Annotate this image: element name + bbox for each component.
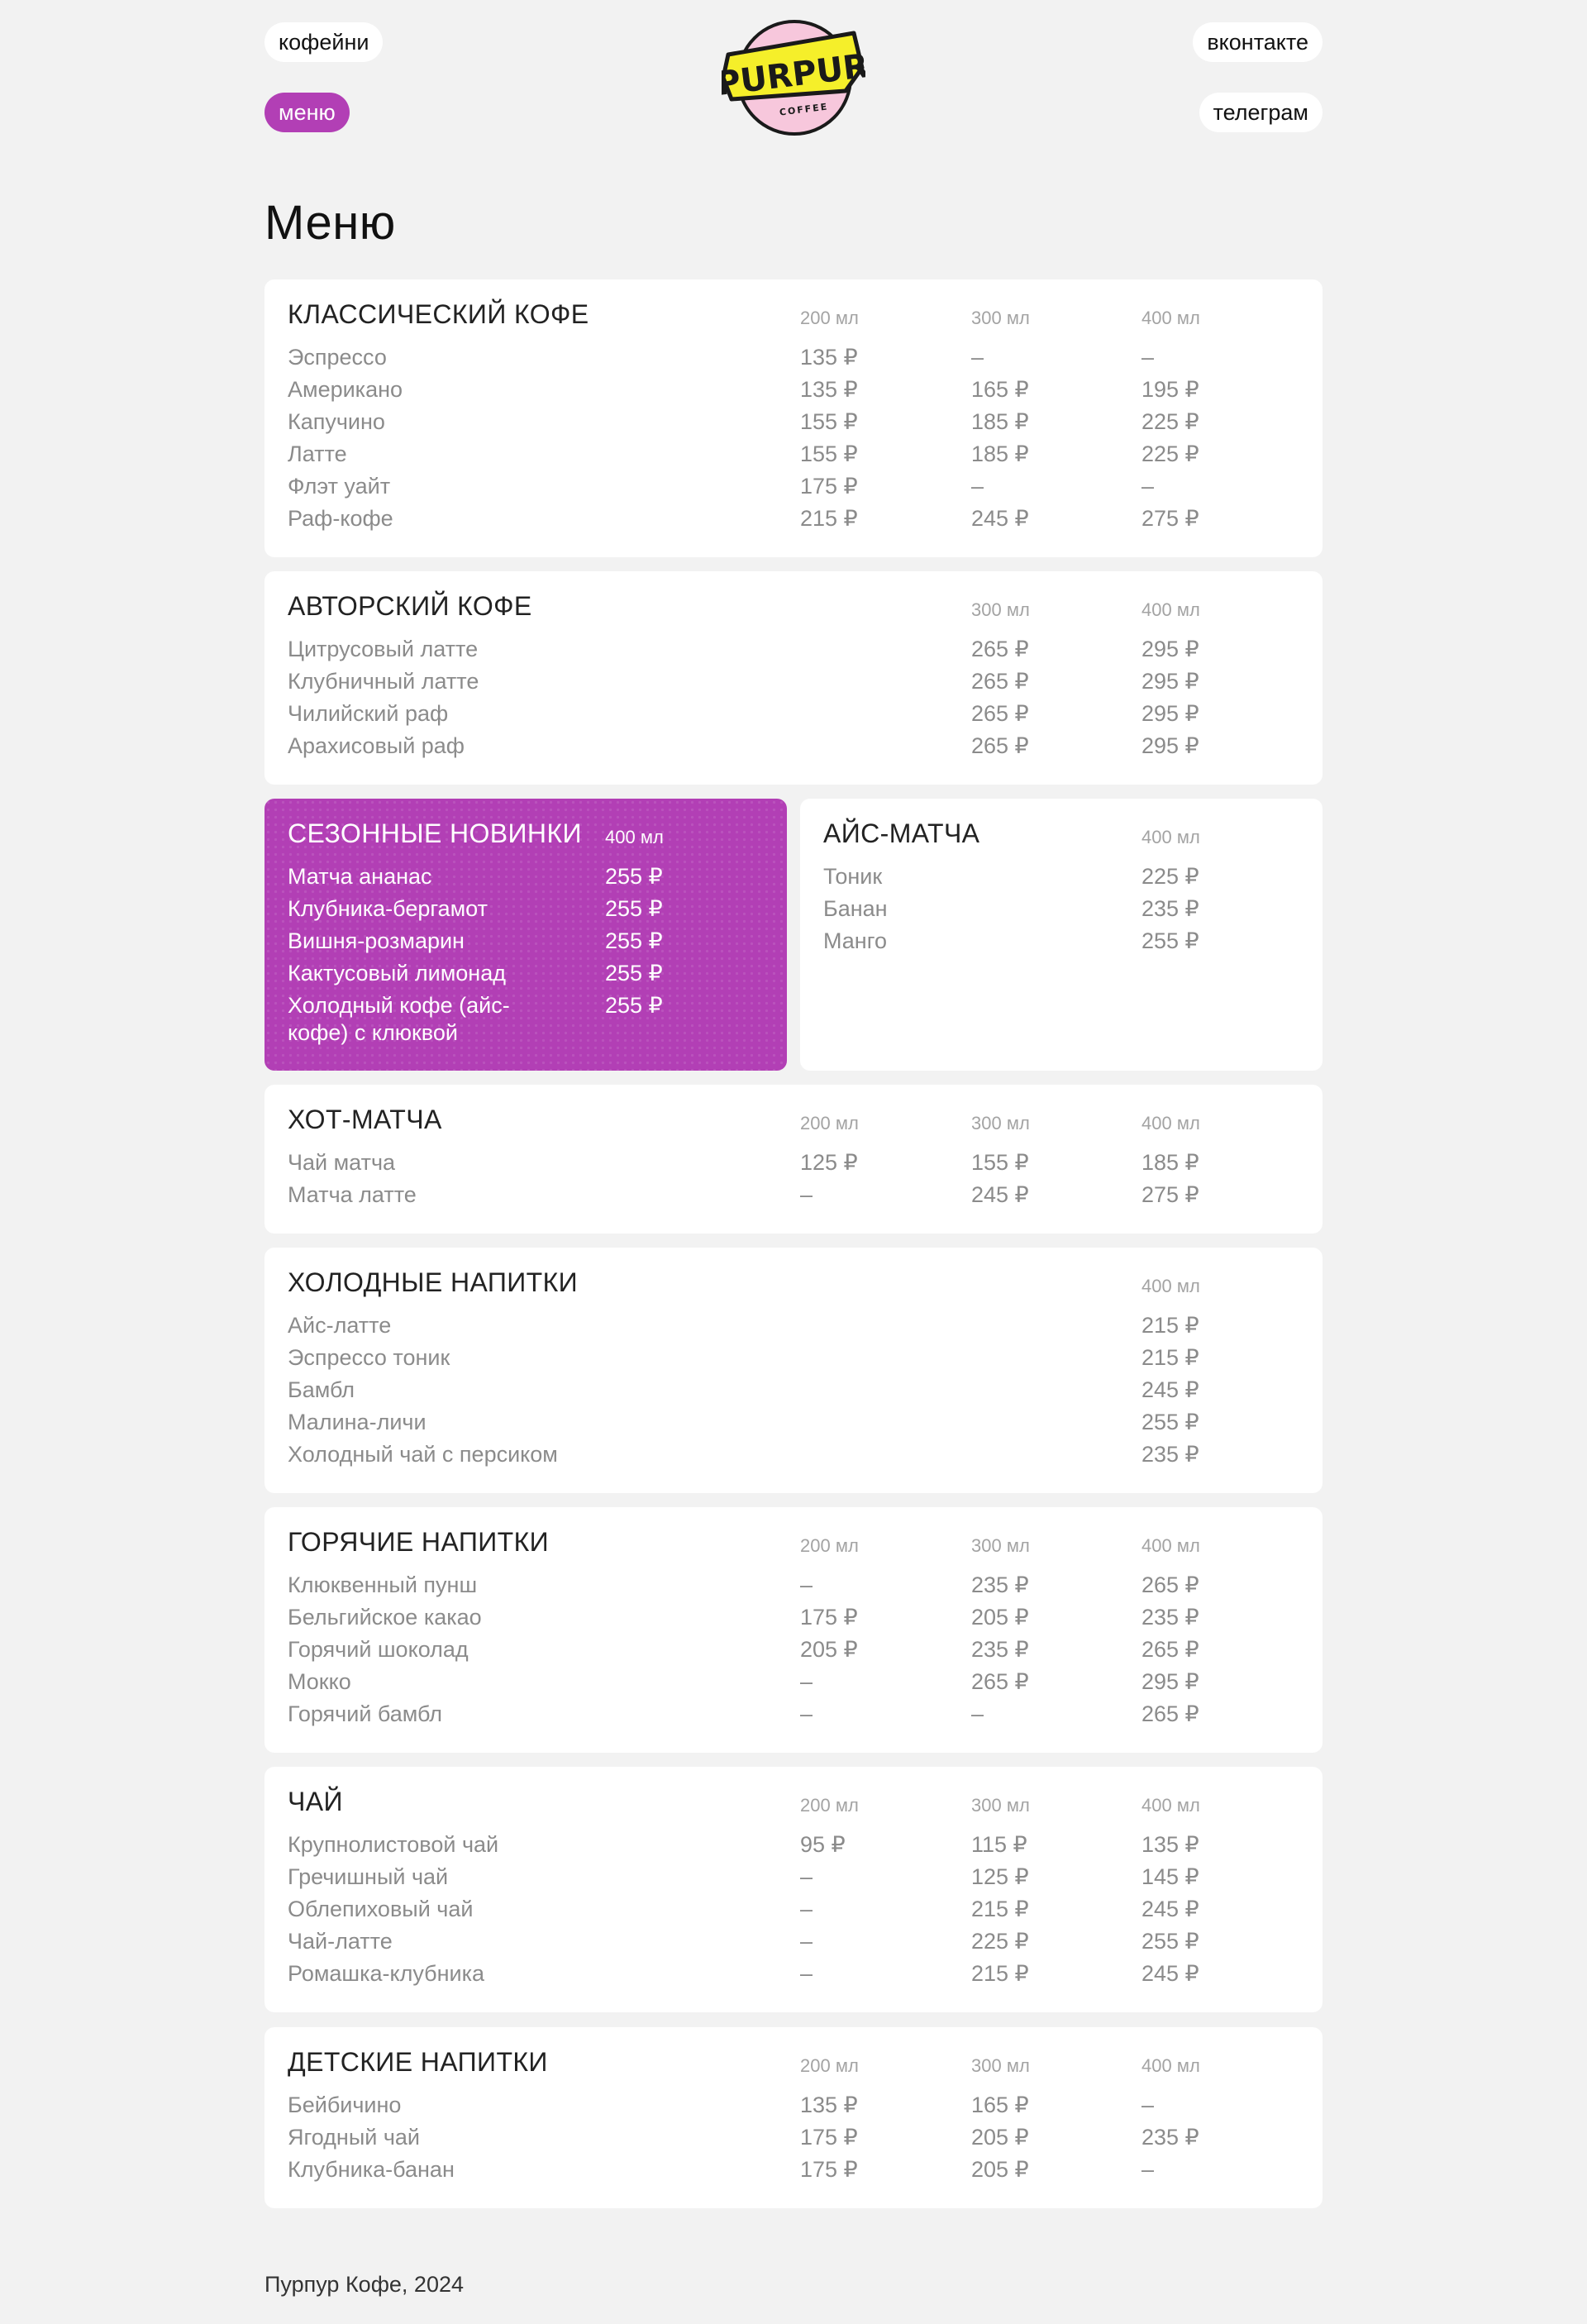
price-300: 125 ₽ — [971, 1864, 1029, 1889]
size-header-300: 300 мл — [971, 1113, 1030, 1133]
menu-item-row — [264, 733, 1322, 766]
price-400: 255 ₽ — [1141, 928, 1199, 953]
price-400: 215 ₽ — [1141, 1313, 1199, 1338]
item-name: Клубника-бергамот — [288, 896, 488, 921]
section-title: АЙС-МАТЧА — [823, 818, 980, 848]
price-200: 205 ₽ — [800, 1637, 858, 1662]
price-300: 115 ₽ — [971, 1832, 1027, 1857]
price-200: 135 ₽ — [800, 2093, 858, 2117]
item-name: Раф-кофе — [288, 506, 393, 531]
menu-item-row — [264, 1831, 1322, 1864]
price-400: 255 ₽ — [605, 993, 663, 1018]
item-name: Вишня-розмарин — [288, 928, 465, 953]
price-200: – — [800, 1701, 813, 1726]
price-400: 245 ₽ — [1141, 1897, 1199, 1921]
price-400: 135 ₽ — [1141, 1832, 1199, 1857]
price-300: 165 ₽ — [971, 377, 1029, 402]
menu-item-row — [264, 1863, 1322, 1897]
price-300: 265 ₽ — [971, 669, 1029, 694]
item-name: Матча ананас — [288, 864, 432, 889]
price-300: 205 ₽ — [971, 2157, 1029, 2182]
price-400: 295 ₽ — [1141, 637, 1199, 661]
menu-item-row — [264, 1312, 1322, 1345]
nav-vk-link[interactable]: вконтакте — [1193, 22, 1322, 62]
price-400: 255 ₽ — [605, 928, 663, 953]
item-name: Тоник — [823, 864, 883, 889]
menu-item-row — [264, 2124, 1322, 2157]
price-400: 185 ₽ — [1141, 1150, 1199, 1175]
price-400: 295 ₽ — [1141, 669, 1199, 694]
menu-item-row — [264, 928, 787, 961]
item-name: Флэт уайт — [288, 474, 391, 499]
price-300: 265 ₽ — [971, 733, 1029, 758]
menu-item-row — [264, 441, 1322, 474]
price-400: – — [1141, 2093, 1155, 2117]
nav-menu-link[interactable]: меню — [264, 93, 350, 132]
price-400: 225 ₽ — [1141, 409, 1199, 434]
price-400: – — [1141, 2157, 1155, 2182]
price-300: 205 ₽ — [971, 1605, 1029, 1630]
price-300: 265 ₽ — [971, 637, 1029, 661]
section-title: СЕЗОННЫЕ НОВИНКИ — [288, 818, 582, 848]
size-header-300: 300 мл — [971, 1535, 1030, 1556]
menu-item-row — [264, 1149, 1322, 1182]
price-300: 245 ₽ — [971, 506, 1029, 531]
item-name: Бейбичино — [288, 2093, 402, 2117]
size-header-400: 400 мл — [1141, 827, 1200, 847]
price-400: 255 ₽ — [1141, 1929, 1199, 1954]
price-400: 235 ₽ — [1141, 896, 1199, 921]
section-hot-matcha — [264, 1085, 1322, 1234]
price-400: 215 ₽ — [1141, 1345, 1199, 1370]
item-name: Мокко — [288, 1669, 351, 1694]
price-300: – — [971, 1701, 984, 1726]
size-header-400: 400 мл — [1141, 599, 1200, 620]
menu-item-row — [264, 1701, 1322, 1734]
menu-item-row — [264, 1636, 1322, 1669]
item-name: Капучино — [288, 409, 385, 434]
item-name: Айс-латте — [288, 1313, 392, 1338]
price-400: 245 ₽ — [1141, 1961, 1199, 1986]
price-400: – — [1141, 474, 1155, 499]
menu-item-row — [264, 1896, 1322, 1929]
item-name: Малина-личи — [288, 1410, 427, 1434]
menu-item-row — [264, 960, 787, 993]
price-400: 295 ₽ — [1141, 1669, 1199, 1694]
price-400: 265 ₽ — [1141, 1701, 1199, 1726]
price-300: 245 ₽ — [971, 1182, 1029, 1207]
size-header-400: 400 мл — [1141, 1535, 1200, 1556]
price-400: 265 ₽ — [1141, 1637, 1199, 1662]
menu-item-row — [264, 1668, 1322, 1701]
footer-copyright: Пурпур Кофе, 2024 — [264, 2272, 464, 2297]
menu-item-row — [264, 2092, 1322, 2125]
size-header-400: 400 мл — [1141, 1276, 1200, 1296]
menu-item-row — [264, 863, 787, 896]
price-400: 245 ₽ — [1141, 1377, 1199, 1402]
price-400: 295 ₽ — [1141, 733, 1199, 758]
logo-subtitle: COFFEE — [779, 101, 829, 118]
price-200: 175 ₽ — [800, 474, 858, 499]
size-header-200: 200 мл — [800, 1113, 859, 1133]
menu-item-row — [264, 1928, 1322, 1961]
item-name: Холодный чай с персиком — [288, 1442, 558, 1467]
size-header-300: 300 мл — [971, 599, 1030, 620]
item-name: Клубника-банан — [288, 2157, 455, 2182]
price-400: 255 ₽ — [1141, 1410, 1199, 1434]
size-header-400: 400 мл — [605, 827, 664, 847]
section-title: ДЕТСКИЕ НАПИТКИ — [288, 2047, 548, 2077]
item-name: Цитрусовый латте — [288, 637, 479, 661]
price-400: – — [1141, 345, 1155, 370]
menu-item-row — [264, 408, 1322, 441]
price-400: 295 ₽ — [1141, 701, 1199, 726]
item-name: Банан — [823, 896, 888, 921]
menu-item-row — [264, 1181, 1322, 1214]
price-400: 235 ₽ — [1141, 1442, 1199, 1467]
item-name: Эспрессо — [288, 345, 387, 370]
item-name: Американо — [288, 377, 403, 402]
price-400: 225 ₽ — [1141, 441, 1199, 466]
size-header-200: 200 мл — [800, 308, 859, 328]
price-300: 185 ₽ — [971, 441, 1029, 466]
price-300: 265 ₽ — [971, 1669, 1029, 1694]
item-name: Холодный кофе (айс- кофе) с клюквой — [288, 993, 510, 1045]
section-ice-matcha — [800, 799, 1322, 1071]
price-200: 215 ₽ — [800, 506, 858, 531]
item-name: Манго — [823, 928, 887, 953]
menu-item-row — [264, 668, 1322, 701]
nav-cafes-link[interactable]: кофейни — [264, 22, 383, 62]
logo-wordmark: PURPUR — [722, 46, 865, 104]
price-200: – — [800, 1961, 813, 1986]
price-200: 155 ₽ — [800, 441, 858, 466]
section-title: ГОРЯЧИЕ НАПИТКИ — [288, 1527, 550, 1557]
section-title: ЧАЙ — [288, 1787, 343, 1816]
menu-item-row — [264, 1960, 1322, 1993]
menu-item-row — [800, 928, 1322, 961]
section-tea — [264, 1767, 1322, 2012]
size-header-200: 200 мл — [800, 2055, 859, 2076]
price-300: – — [971, 474, 984, 499]
menu-item-row — [264, 1377, 1322, 1410]
item-name: Бамбл — [288, 1377, 355, 1402]
item-name: Ягодный чай — [288, 2125, 420, 2150]
price-400: 235 ₽ — [1141, 1605, 1199, 1630]
price-200: 95 ₽ — [800, 1832, 846, 1857]
menu-item-row — [800, 895, 1322, 928]
section-classic-coffee — [264, 279, 1322, 557]
price-200: 175 ₽ — [800, 1605, 858, 1630]
price-400: 255 ₽ — [605, 961, 663, 985]
price-400: 255 ₽ — [605, 864, 663, 889]
size-header-400: 400 мл — [1141, 308, 1200, 328]
size-header-200: 200 мл — [800, 1795, 859, 1816]
price-400: 145 ₽ — [1141, 1864, 1199, 1889]
menu-item-row — [264, 700, 1322, 733]
price-200: 135 ₽ — [800, 345, 858, 370]
price-400: 235 ₽ — [1141, 2125, 1199, 2150]
price-200: – — [800, 1182, 813, 1207]
price-400: 255 ₽ — [605, 896, 663, 921]
size-header-200: 200 мл — [800, 1535, 859, 1556]
menu-item-row — [264, 1409, 1322, 1442]
price-200: – — [800, 1864, 813, 1889]
price-400: 265 ₽ — [1141, 1572, 1199, 1597]
size-header-300: 300 мл — [971, 1795, 1030, 1816]
section-author-coffee — [264, 571, 1322, 785]
item-name: Чилийский раф — [288, 701, 449, 726]
price-200: 155 ₽ — [800, 409, 858, 434]
price-200: 175 ₽ — [800, 2125, 858, 2150]
menu-item-row — [264, 992, 787, 1050]
item-name: Облепиховый чай — [288, 1897, 474, 1921]
purpur-logo[interactable] — [722, 20, 865, 136]
price-300: 265 ₽ — [971, 701, 1029, 726]
item-name: Чай матча — [288, 1150, 396, 1175]
size-header-300: 300 мл — [971, 2055, 1030, 2076]
section-title: КЛАССИЧЕСКИЙ КОФЕ — [288, 299, 589, 329]
section-cold-drinks — [264, 1248, 1322, 1493]
price-300: 225 ₽ — [971, 1929, 1029, 1954]
price-200: – — [800, 1897, 813, 1921]
size-header-400: 400 мл — [1141, 1795, 1200, 1816]
price-200: 135 ₽ — [800, 377, 858, 402]
price-200: – — [800, 1572, 813, 1597]
item-name: Латте — [288, 441, 347, 466]
section-seasonal — [264, 799, 787, 1071]
section-hot-drinks — [264, 1507, 1322, 1753]
menu-item-row — [264, 895, 787, 928]
size-header-400: 400 мл — [1141, 1113, 1200, 1133]
price-400: 195 ₽ — [1141, 377, 1199, 402]
price-300: 165 ₽ — [971, 2093, 1029, 2117]
price-200: 125 ₽ — [800, 1150, 858, 1175]
price-300: 235 ₽ — [971, 1637, 1029, 1662]
menu-item-row — [264, 636, 1322, 669]
menu-item-row — [264, 1572, 1322, 1605]
price-400: 225 ₽ — [1141, 864, 1199, 889]
item-name: Чай-латте — [288, 1929, 393, 1954]
price-300: 205 ₽ — [971, 2125, 1029, 2150]
section-title: ХОЛОДНЫЕ НАПИТКИ — [288, 1267, 579, 1297]
item-name: Эспрессо тоник — [288, 1345, 450, 1370]
section-title: АВТОРСКИЙ КОФЕ — [288, 591, 532, 621]
size-header-400: 400 мл — [1141, 2055, 1200, 2076]
price-400: 275 ₽ — [1141, 1182, 1199, 1207]
menu-item-row — [264, 1604, 1322, 1637]
price-300: 235 ₽ — [971, 1572, 1029, 1597]
item-name: Гречишный чай — [288, 1864, 449, 1889]
menu-item-row — [264, 1441, 1322, 1474]
item-name: Клюквенный пунш — [288, 1572, 478, 1597]
menu-item-row — [264, 2156, 1322, 2189]
price-200: – — [800, 1929, 813, 1954]
menu-item-row — [264, 344, 1322, 377]
price-300: 155 ₽ — [971, 1150, 1029, 1175]
price-400: 275 ₽ — [1141, 506, 1199, 531]
item-name: Клубничный латте — [288, 669, 479, 694]
item-name: Кактусовый лимонад — [288, 961, 506, 985]
section-title: ХОТ-МАТЧА — [288, 1105, 442, 1134]
item-name: Бельгийское какао — [288, 1605, 482, 1630]
item-name: Арахисовый раф — [288, 733, 465, 758]
item-name: Крупнолистовой чай — [288, 1832, 499, 1857]
item-name: Горячий шоколад — [288, 1637, 469, 1662]
price-300: – — [971, 345, 984, 370]
item-name: Горячий бамбл — [288, 1701, 443, 1726]
price-300: 185 ₽ — [971, 409, 1029, 434]
section-kids-drinks — [264, 2027, 1322, 2208]
price-300: 215 ₽ — [971, 1897, 1029, 1921]
price-300: 215 ₽ — [971, 1961, 1029, 1986]
size-header-300: 300 мл — [971, 308, 1030, 328]
menu-item-row — [264, 505, 1322, 538]
menu-item-row — [264, 376, 1322, 409]
item-name: Ромашка-клубника — [288, 1961, 485, 1986]
menu-item-row — [800, 863, 1322, 896]
price-200: 175 ₽ — [800, 2157, 858, 2182]
price-200: – — [800, 1669, 813, 1694]
item-name: Матча латте — [288, 1182, 417, 1207]
page-title: Меню — [264, 196, 396, 250]
nav-telegram-link[interactable]: телеграм — [1199, 93, 1322, 132]
menu-item-row — [264, 1344, 1322, 1377]
menu-item-row — [264, 473, 1322, 506]
